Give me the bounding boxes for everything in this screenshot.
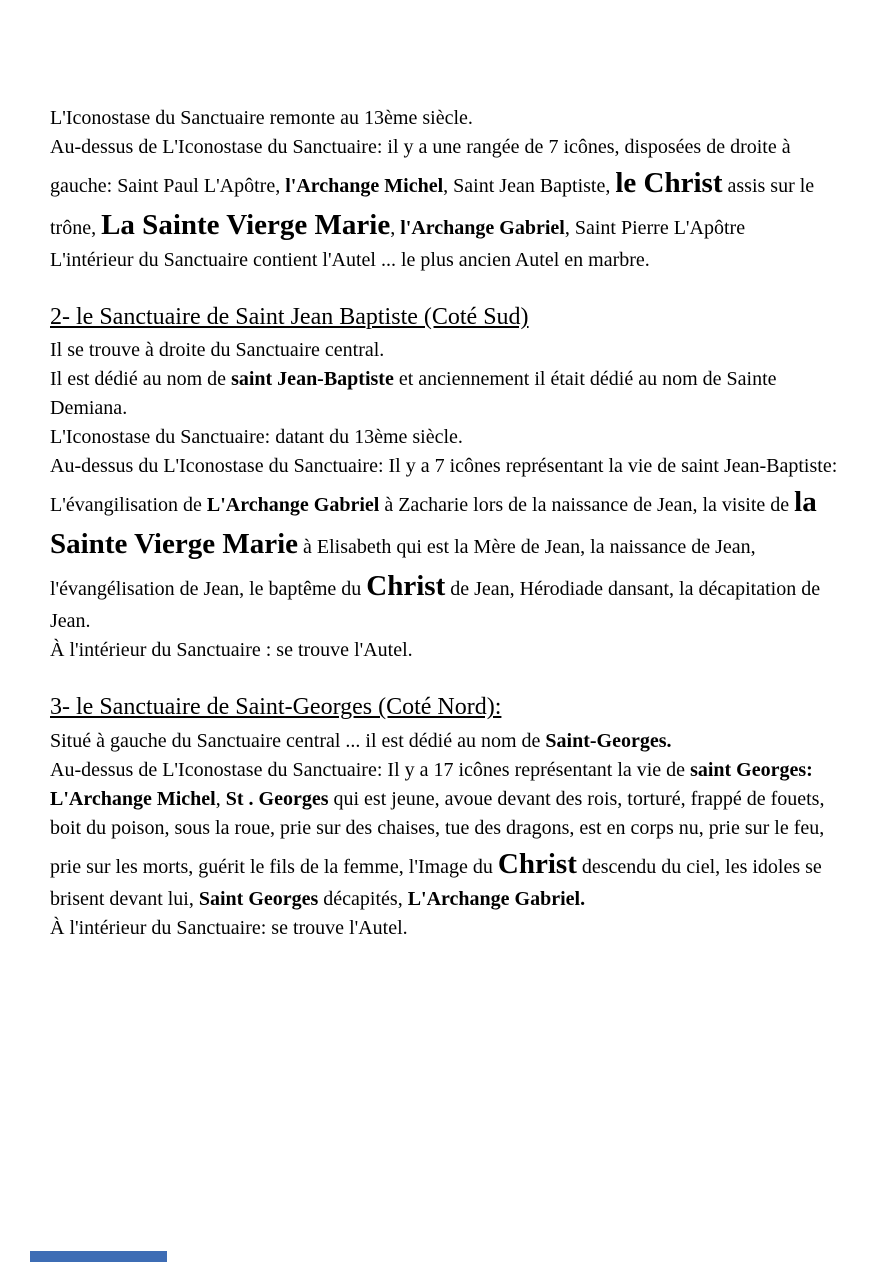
text-run: À l'intérieur du Sanctuaire : se trouve l'Autel. (50, 639, 413, 662)
text-run: , (390, 217, 401, 240)
text-run: St . Georges (225, 787, 329, 810)
text-run: Saint-Georges. (545, 729, 672, 752)
text-run: Saint Georges (198, 887, 319, 910)
text-run: Au-dessus de L'Iconostase du Sanctuaire: Il y a 17 icônes représentant la vie de (50, 758, 691, 781)
document-body (50, 104, 842, 943)
text-run: descendu du ciel, les idoles se brisent devant lui, (50, 855, 822, 910)
text-run: , (215, 787, 226, 810)
text-run: Il est dédié au nom de (50, 368, 232, 391)
text-run: L'évangilisation de (50, 494, 207, 517)
text-run: L'Iconostase du Sanctuaire: datant du 13ème siècle. (50, 426, 463, 449)
text-run: L'Archange Michel (50, 787, 216, 810)
text-run: l'Archange Gabriel (400, 217, 565, 240)
text-run: le Christ (615, 167, 723, 199)
section-3-paragraph (50, 727, 842, 943)
intro-paragraph (50, 104, 842, 275)
text-run: saint Georges: (690, 758, 813, 781)
text-run: à Elisabeth qui est la Mère de Jean, la naissance de Jean, l'évangélisation de Jean, le baptême du (50, 536, 756, 601)
section-2-heading (50, 302, 842, 333)
section-3-heading (50, 692, 842, 723)
text-run: Christ (497, 847, 577, 880)
text-run: à Zacharie lors de la naissance de Jean, la visite de (379, 494, 795, 517)
text-run: Il se trouve à droite du Sanctuaire central. (50, 339, 385, 362)
text-run: Au-dessus du L'Iconostase du Sanctuaire: Il y a 7 icônes représentant la vie de saint Jean-Baptiste: (50, 455, 838, 478)
text-run: de Jean, Hérodiade dansant, la décapitation de Jean. (50, 578, 821, 633)
text-run: Situé à gauche du Sanctuaire central ... il est dédié au nom de (50, 729, 546, 752)
bottom-blue-bar (30, 1251, 167, 1262)
text-run: L'Iconostase du Sanctuaire remonte au 13ème siècle. (50, 107, 473, 129)
text-run: À l'intérieur du Sanctuaire: se trouve l'Autel. (50, 916, 408, 939)
text-run: assis sur le trône, (50, 175, 815, 240)
text-run: la Sainte Vierge Marie (50, 486, 817, 561)
text-run: décapités, (318, 887, 408, 910)
text-run: et anciennement il était dédié au nom de Sainte Demiana. (50, 368, 777, 420)
text-run: , Saint Pierre L'Apôtre (564, 217, 746, 240)
section-2-paragraph (50, 336, 842, 665)
text-run: La Sainte Vierge Marie (101, 209, 391, 242)
text-run: L'Archange Gabriel. (407, 887, 586, 910)
text-run: qui est jeune, avoue devant des rois, torturé, frappé de fouets, boit du poison, sous la roue, prie sur des chaises, tue des dragons, est en corps nu, prie sur le feu, prie sur les morts, guérit le fils de la femme, l'Image du (50, 787, 825, 878)
text-run: L'Archange Gabriel (206, 494, 380, 517)
text-run: l'Archange Michel (285, 175, 444, 197)
text-run: 2- le Sanctuaire de Saint Jean Baptiste (Coté Sud) (50, 304, 529, 331)
text-run: L'intérieur du Sanctuaire contient l'Autel ... le plus ancien Autel en marbre. (50, 249, 650, 272)
text-run: saint Jean-Baptiste (231, 368, 394, 391)
text-run: , Saint Jean Baptiste, (443, 175, 616, 197)
text-run: 3- le Sanctuaire de Saint-Georges (Coté Nord): (50, 694, 502, 721)
text-run: Au-dessus de L'Iconostase du Sanctuaire: il y a une rangée de 7 icônes, disposées de droite à gauche: Saint Paul L'Apôtre, (50, 136, 791, 197)
text-run: Christ (366, 570, 446, 603)
